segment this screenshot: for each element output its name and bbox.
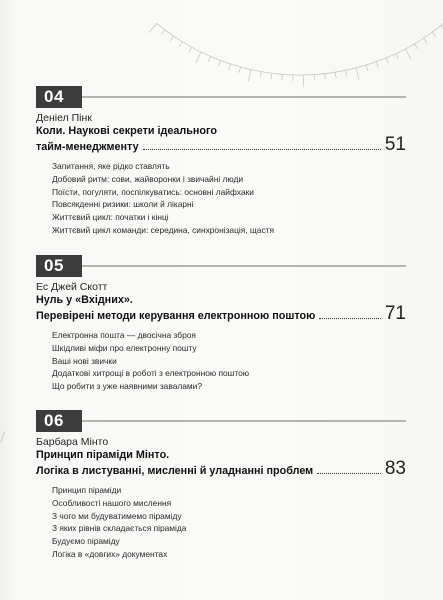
arc-tick	[208, 56, 210, 62]
arc-tick	[432, 32, 436, 37]
chapter-title-line-1: Коли. Наукові секрети ідеального	[36, 125, 217, 137]
arc-tick	[161, 30, 165, 35]
topic-item: Додаткові хитрощі в роботі з електронною поштою	[52, 368, 250, 379]
topic-item: Електронна пошта — двосічна зброя	[52, 330, 196, 340]
arc-tick	[239, 67, 241, 73]
arc-tick	[335, 72, 336, 78]
topic-item: Будуємо піраміду	[52, 536, 120, 547]
dot-leader	[143, 149, 381, 150]
topic-item: Принцип піраміди	[52, 485, 122, 495]
chapter-divider-rule	[36, 265, 406, 267]
chapter-topic-list	[36, 329, 406, 393]
chapter-title-text: Логіка в листуванні, мисленні й уладнанні проблем	[36, 465, 314, 477]
chapter-number: 06	[36, 410, 82, 432]
arc-tick	[325, 74, 326, 80]
chapter-divider-rule	[36, 420, 406, 422]
chapter-title-line-1: Принцип піраміди Мінто.	[36, 449, 170, 461]
chapter-number: 04	[36, 86, 82, 108]
topic-item: Ваші нові звички	[52, 355, 117, 366]
arc-tick	[415, 44, 418, 49]
chapter-topic-list	[36, 160, 406, 237]
arc-tick	[189, 47, 192, 52]
topic-item: Повсякденні ризики: школи й лікарні	[52, 199, 194, 210]
arc-tick	[170, 36, 173, 41]
topic-item: Поїсти, погуляти, поспілкуватись: основні лайфхаки	[52, 186, 254, 197]
arc-tick	[229, 64, 231, 70]
chapter-topic-list	[36, 484, 406, 561]
chapter-entry-05[interactable]	[36, 255, 406, 393]
chapter-page-number[interactable]: 51	[384, 134, 406, 155]
topic-item: Життєвий цикл: початки і кінці	[52, 212, 169, 223]
dot-leader	[319, 318, 381, 319]
page-edge-mark	[0, 431, 11, 445]
arc-tick	[376, 62, 378, 68]
dot-leader	[317, 473, 381, 474]
topic-item: Особливості нашого мислення	[52, 497, 172, 508]
chapter-number-bar	[36, 86, 406, 108]
arc-tick	[179, 42, 182, 47]
arc-tick	[248, 70, 251, 82]
chapter-title[interactable]	[36, 294, 406, 323]
topic-item: Шкідливі міфи про електронну пошту	[52, 342, 197, 353]
topic-item: Добовий ритм: сови, жайворонки і звичайні люди	[52, 173, 244, 184]
chapter-page-number[interactable]: 83	[384, 458, 406, 479]
topic-item: Що робити з уже наявними завалами?	[52, 381, 202, 392]
chapter-entry-06[interactable]	[36, 410, 406, 561]
topic-item: З чого ми будуватимемо піраміду	[52, 510, 182, 521]
arc-tick	[271, 73, 272, 79]
arc-tick	[424, 38, 427, 43]
arc-tick	[346, 70, 347, 76]
chapter-author: Ес Джей Скотт	[36, 281, 108, 293]
chapter-title-line-2	[36, 458, 406, 479]
chapter-entry-04[interactable]	[36, 86, 406, 237]
arc-tick	[366, 65, 368, 71]
chapter-number: 05	[36, 255, 82, 277]
arc-tick	[405, 49, 411, 60]
chapter-author: Барбара Мінто	[36, 436, 109, 448]
chapter-page-number[interactable]: 71	[384, 303, 406, 324]
chapter-title-text: тайм-менеджменту	[36, 141, 139, 153]
arc-tick	[386, 58, 388, 64]
topic-item: Життєвий цикл команди: середина, синхронізація, щастя	[52, 224, 275, 235]
chapter-title-line-1: Нуль у «Вхідних».	[36, 294, 133, 306]
chapter-number-bar	[36, 410, 406, 432]
arc-line	[157, 0, 443, 75]
arc-tick	[396, 54, 399, 59]
chapter-author: Деніел Пінк	[36, 112, 92, 124]
chapter-divider-rule	[36, 96, 406, 98]
chapter-title-text: Перевірені методи керування електронною поштою	[36, 310, 316, 322]
chapter-title[interactable]	[36, 125, 406, 154]
chapter-number-bar	[36, 255, 406, 277]
arc-tick	[356, 68, 359, 80]
chapter-title-line-2	[36, 134, 406, 155]
chapter-title-line-2	[36, 303, 406, 324]
chapter-title[interactable]	[36, 449, 406, 478]
arc-tick	[218, 60, 220, 66]
topic-item: Запитання, яке рідко ставлять	[52, 161, 170, 171]
arc-tick	[260, 72, 261, 78]
topic-item: З яких рівнів складається піраміда	[52, 523, 187, 534]
arc-tick	[196, 52, 201, 63]
arc-tick	[149, 23, 157, 32]
topic-item: Логіка в «довгих» документах	[52, 548, 168, 559]
